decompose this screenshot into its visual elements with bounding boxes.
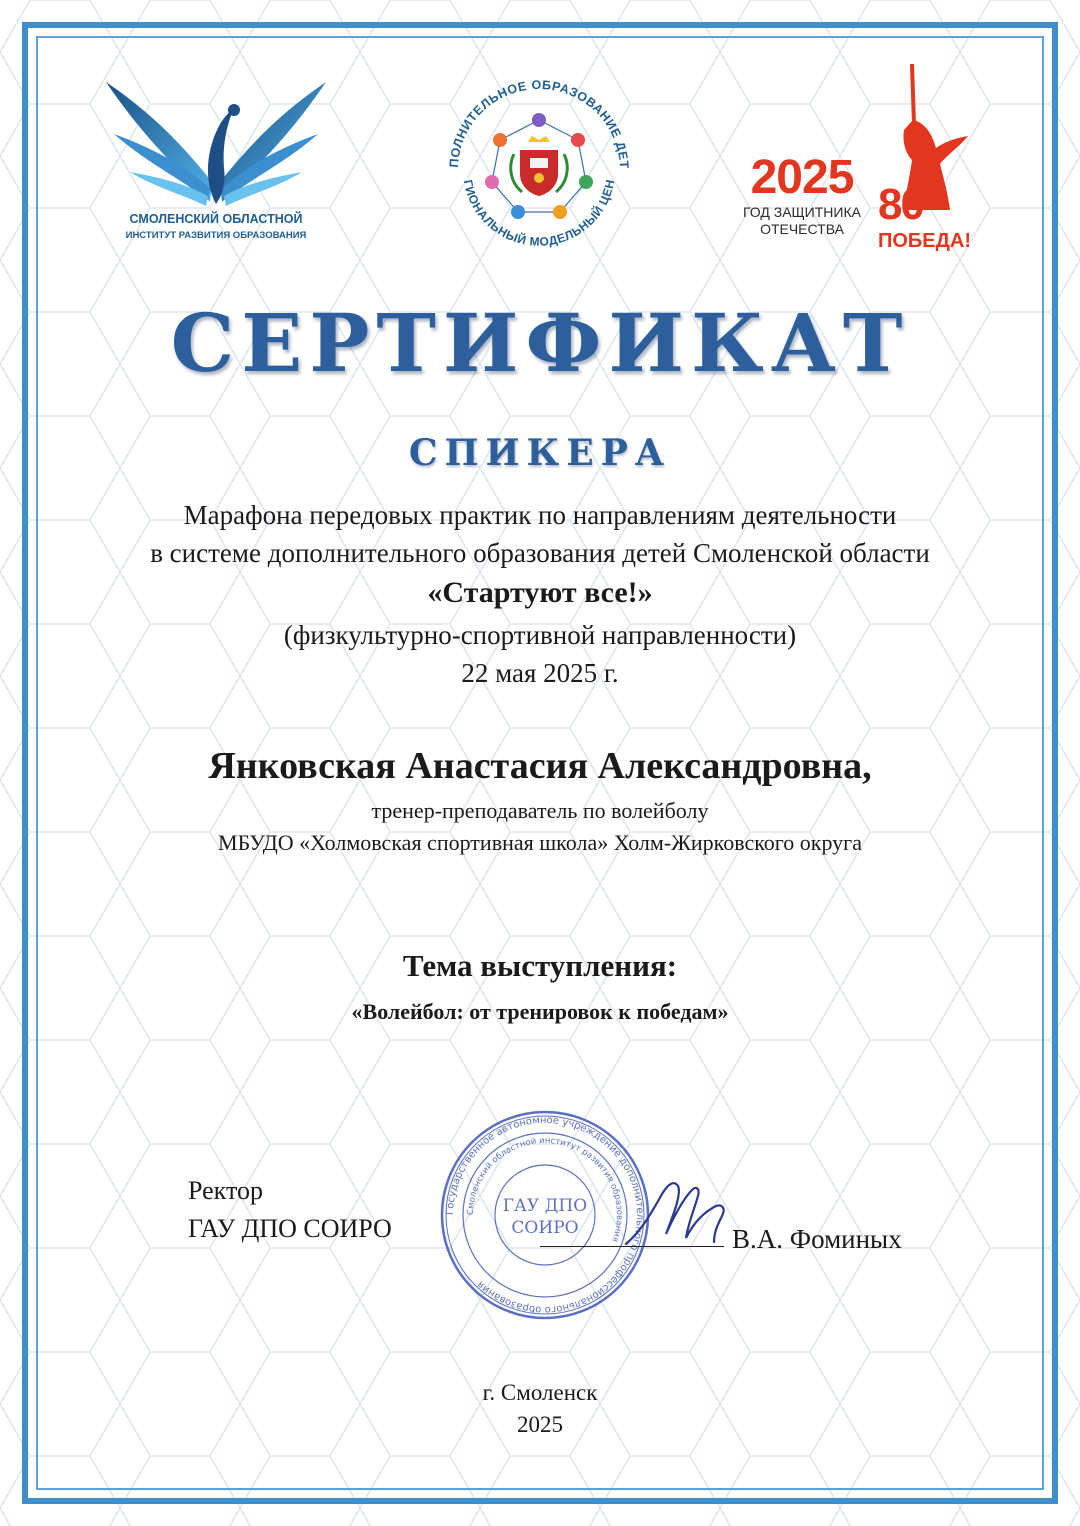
victory-80-number: 80 xyxy=(878,180,923,229)
soiro-logo-line2: ИНСТИТУТ РАЗВИТИЯ ОБРАЗОВАНИЯ xyxy=(125,230,307,241)
year-2025-label: 2025 xyxy=(750,151,854,204)
stamp-inner-text: Смоленский областной институт развития образования xyxy=(465,1135,625,1244)
event-line-1: Марафона передовых практик по направлениям деятельности xyxy=(183,500,897,530)
stamp-center-line1: ГАУ ДПО xyxy=(502,1196,588,1216)
emblem-circle-icon xyxy=(436,70,642,266)
footer-city: г. Смоленск xyxy=(482,1380,598,1405)
event-line-2: в системе дополнительного образования детей Смоленской области xyxy=(150,538,930,568)
stamp-center-line2: СОИРО xyxy=(511,1218,579,1238)
signature-line xyxy=(540,1246,724,1247)
footer-year: 2025 xyxy=(517,1412,563,1437)
coat-of-arms-icon xyxy=(511,136,568,196)
signatory-organization: ГАУ ДПО СОИРО xyxy=(188,1214,392,1243)
certificate-subtitle: СПИКЕРА xyxy=(408,432,672,474)
bird-book-icon xyxy=(100,72,332,212)
soiro-logo xyxy=(100,72,332,252)
event-date: 22 мая 2025 г. xyxy=(461,658,619,688)
regional-model-center-logo xyxy=(436,70,642,266)
talk-title: «Волейбол: от тренировок к победам» xyxy=(351,999,729,1024)
defender-year-line2: ОТЕЧЕСТВА xyxy=(760,221,844,237)
center-logo-top-arc: ПОЛНИТЕЛЬНОЕ ОБРАЗОВАНИЕ ДЕТ xyxy=(446,77,632,170)
soiro-logo-line1: СМОЛЕНСКИЙ ОБЛАСТНОЙ xyxy=(129,212,303,226)
signatory-role: Ректор xyxy=(188,1176,263,1205)
recipient-position: тренер-преподаватель по волейболу xyxy=(371,798,709,823)
victory-label: ПОБЕДА! xyxy=(878,230,971,252)
certificate-title: СЕРТИФИКАТ xyxy=(170,296,910,390)
year-of-defender-logo xyxy=(738,64,974,260)
defender-year-line1: ГОД ЗАЩИТНИКА xyxy=(743,204,861,220)
signatory-name: В.А. Фоминых xyxy=(732,1224,902,1254)
event-direction: (физкультурно-спортивной направленности) xyxy=(283,620,797,650)
recipient-name: Янковская Анастасия Александровна, xyxy=(208,745,872,787)
talk-label: Тема выступления: xyxy=(402,948,678,983)
stamp-outer-text: Государственное автономное учреждение дополнительного профессионального образования xyxy=(444,1114,646,1316)
recipient-organization: МБУДО «Холмовская спортивная школа» Холм-Жирковского округа xyxy=(218,830,862,855)
event-name: «Стартуют все!» xyxy=(427,576,653,609)
center-logo-bottom-arc: ГИОНАЛЬНЫЙ МОДЕЛЬНЫЙ ЦЕН xyxy=(460,177,618,249)
signature-scribble xyxy=(622,1172,732,1254)
